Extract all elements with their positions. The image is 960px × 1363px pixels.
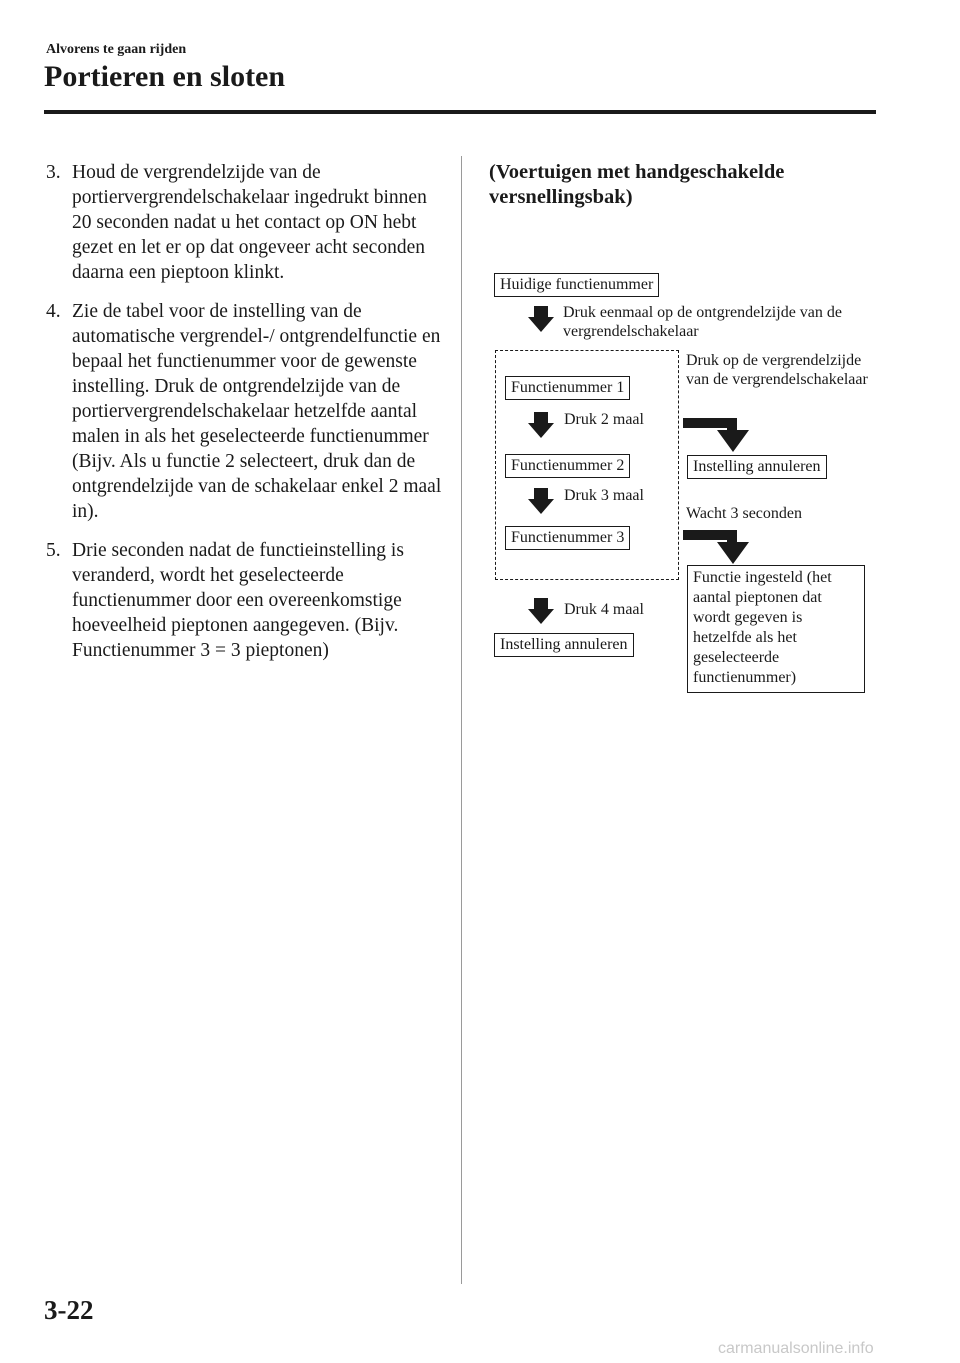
step-number: 5. [46, 540, 61, 561]
step-text: Drie seconden nadat de functieinstelling is veranderd, wordt het geselecteerde functienummer door een overeenkomstige hoeveelheid pieptonen aangegeven. (Bijv. Functienummer 3 = 3 pieptonen) [72, 540, 404, 661]
diagram-heading: (Voertuigen met handgeschakelde versnellingsbak) [489, 161, 785, 208]
right-down-arrow-icon [683, 414, 761, 452]
label-press-2: Druk 2 maal [564, 411, 644, 428]
box-function-1: Functienummer 1 [505, 376, 630, 400]
column-divider [461, 156, 462, 1284]
page-number: 3-22 [44, 1295, 94, 1325]
box-function-2: Functienummer 2 [505, 454, 630, 478]
step-3 [46, 160, 446, 285]
box-function-3: Functienummer 3 [505, 526, 630, 550]
label-press-once: Druk eenmaal op de ontgrendelzijde van de vergrendelschakelaar [563, 304, 842, 340]
down-arrow-icon [528, 598, 554, 624]
instruction-steps [46, 160, 446, 677]
title-rule [44, 110, 876, 114]
step-5 [46, 538, 446, 663]
box-cancel-left: Instelling annuleren [494, 633, 634, 657]
chapter-title: Portieren en sloten [44, 60, 286, 93]
right-down-arrow-icon [683, 526, 761, 564]
step-number: 3. [46, 162, 61, 183]
step-text: Zie de tabel voor de instelling van de automatische vergrendel-/ ontgrendelfunctie en bepaal het functienummer voor de gewenste instelling. Druk de ontgrendelzijde van de portiervergrendelschakelaar hetzelfde aantal malen in als het geselecteerde functienummer (Bijv. Als u functie 2 selecteert, druk dan de ontgrendelzijde van de schakelaar enkel 2 maal in). [72, 301, 442, 522]
label-press-lock-side: Druk op de vergrendelzijde van de vergrendelschakelaar [686, 352, 868, 388]
label-press-4: Druk 4 maal [564, 601, 644, 618]
section-label: Alvorens te gaan rijden [46, 42, 187, 57]
step-text: Houd de vergrendelzijde van de portiervergrendelschakelaar ingedrukt binnen 20 seconden nadat u het contact op ON hebt gezet en let er op dat ongeveer acht seconden daarna een pieptoon klinkt. [72, 162, 427, 283]
step-4 [46, 299, 446, 524]
down-arrow-icon [528, 488, 554, 514]
box-current-function: Huidige functienummer [494, 273, 659, 297]
step-number: 4. [46, 301, 61, 322]
label-press-3: Druk 3 maal [564, 487, 644, 504]
watermark: carmanualsonline.info [718, 1340, 874, 1357]
label-wait-3: Wacht 3 seconden [686, 505, 802, 522]
down-arrow-icon [528, 306, 554, 332]
box-cancel-right: Instelling annuleren [687, 455, 827, 479]
down-arrow-icon [528, 412, 554, 438]
box-function-set: Functie ingesteld (het aantal pieptonen dat wordt gegeven is hetzelfde als het geselecteerde functienummer) [687, 565, 865, 693]
flow-diagram [480, 260, 880, 720]
